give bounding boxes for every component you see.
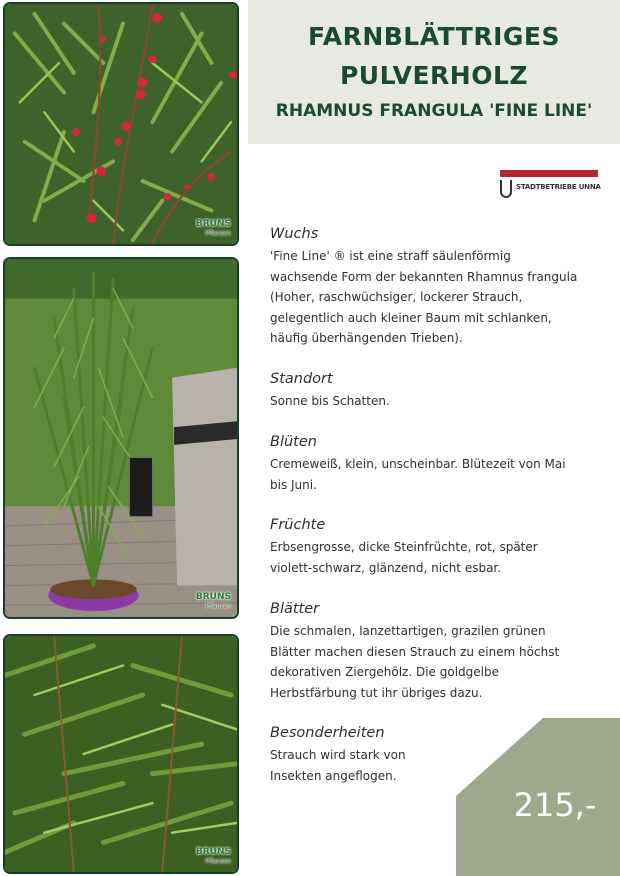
section-standort: Standort Sonne bis Schatten. [270, 371, 390, 408]
photo-berries [3, 2, 239, 246]
logo-bar [500, 170, 598, 177]
botanical-name: RHAMNUS FRANGULA 'FINE LINE' [275, 101, 593, 121]
bruns-logo: BRUNS Pflanzen [195, 219, 231, 237]
section-blaetter: Blätter Die schmalen, lanzettartigen, grazilen grünen Blätter machen diesen Strauch zu einem höchst dekorativen Ziergehölz. Die goldgelbe Herbstfärbung tut ihr übriges dazu. [270, 601, 560, 700]
bruns-logo: BRUNS Pflanzen [195, 592, 231, 610]
photo-leaves [3, 634, 239, 874]
bruns-logo: BRUNS Pflanzen [195, 847, 231, 865]
logo-u-icon [500, 180, 512, 198]
section-besonderheiten: Besonderheiten Strauch wird stark von Insekten angeflogen. [270, 725, 406, 783]
section-blueten: Blüten Cremeweiß, klein, unscheinbar. Blütezeit von Mai bis Juni. [270, 434, 566, 492]
section-wuchs: Wuchs 'Fine Line' ® ist eine straff säulenförmig wachsende Form der bekannten Rhamnus frangula (Hoher, raschwüchsiger, lockerer Strauch, gelegentlich auch kleiner Baum mit schlanken, häufig überhängenden Trieben). [270, 226, 578, 345]
stadtbetriebe-logo: STADTBETRIEBE UNNA [500, 170, 598, 202]
photo-shrub-pot [3, 257, 239, 619]
section-fruechte: Früchte Erbsengrosse, dicke Steinfrüchte, rot, später violett-schwarz, glänzend, nicht esbar. [270, 517, 538, 575]
price-label: 215,- [513, 786, 597, 824]
plant-name-title: FARNBLÄTTRIGES PULVERHOLZ [308, 22, 560, 90]
title-block [248, 0, 620, 144]
plant-label-tag [129, 457, 153, 517]
